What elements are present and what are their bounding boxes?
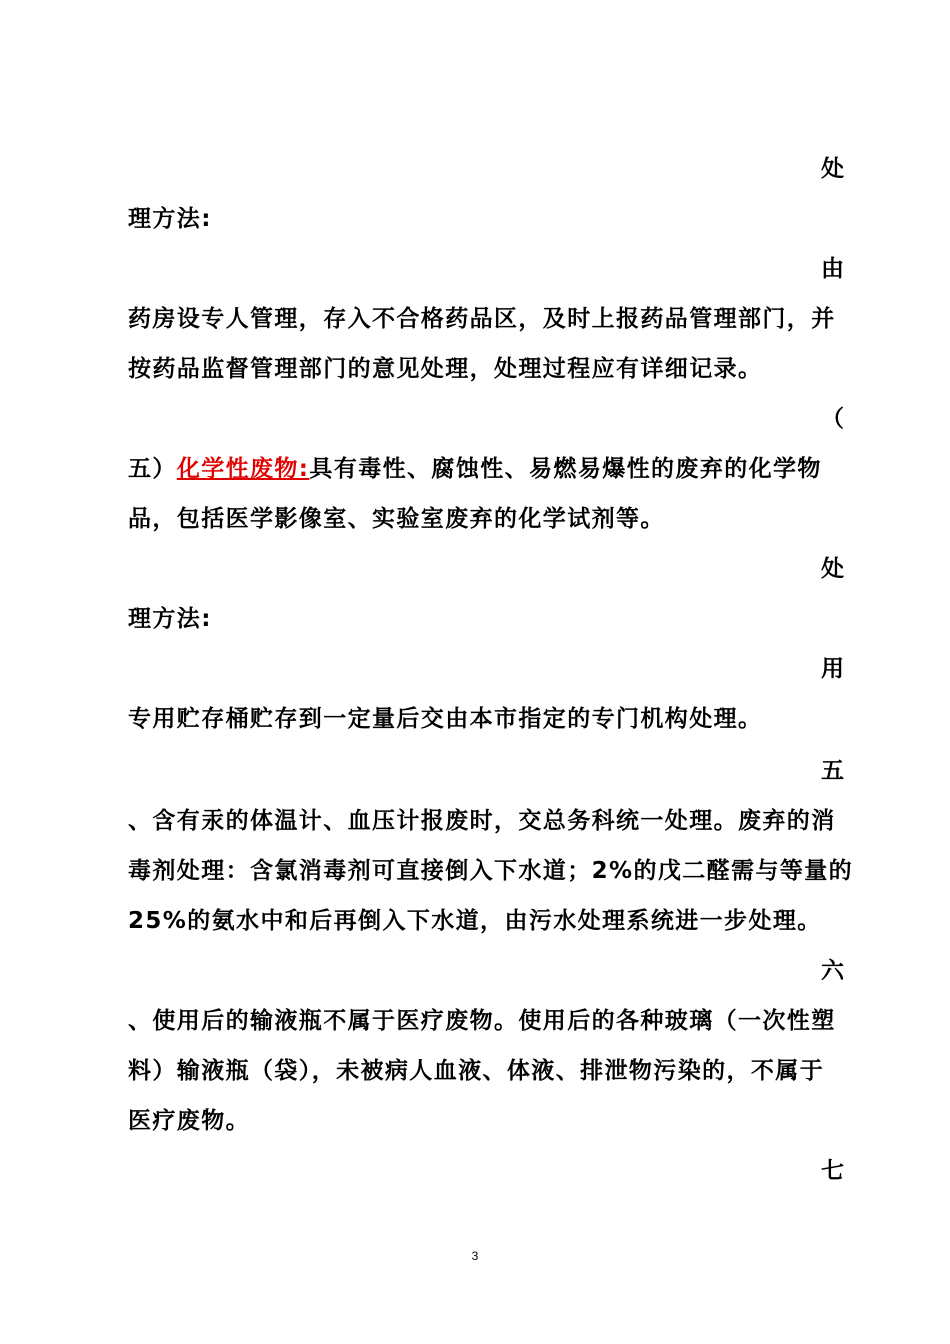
text-line: 理方法:: [128, 206, 212, 232]
text-line: 、使用后的输液瓶不属于医疗废物。使用后的各种玻璃（一次性塑: [128, 1008, 836, 1034]
text-line: 料）输液瓶（袋），未被病人血液、体液、排泄物污染的，不属于: [128, 1058, 825, 1084]
text-line: 专用贮存桶贮存到一定量后交由本市指定的专门机构处理。: [128, 706, 763, 732]
text-line: 按药品监督管理部门的意见处理，处理过程应有详细记录。: [128, 356, 763, 382]
text-line: 理方法:: [128, 606, 212, 632]
highlighted-term: 化学性废物:: [176, 456, 310, 482]
text-line: 品，包括医学影像室、实验室废弃的化学试剂等。: [128, 506, 665, 532]
text-line: [128, 454, 832, 484]
text-line: 医疗废物。: [128, 1108, 250, 1134]
text-line: 用: [821, 656, 844, 682]
text-line: 处: [821, 156, 844, 182]
text-line: 六: [821, 958, 844, 984]
page-number: 3: [471, 1249, 479, 1263]
text-line: （: [821, 406, 844, 432]
text-line: 、含有汞的体温计、血压计报废时，交总务科统一处理。废弃的消: [128, 808, 836, 834]
text-line: 25%的氨水中和后再倒入下水道，由污水处理系统进一步处理。: [128, 908, 822, 934]
text-line: 处: [821, 556, 844, 582]
section-number: 五）: [128, 456, 177, 482]
text-segment: 具有毒性、腐蚀性、易燃易爆性的废弃的化学物: [309, 456, 822, 482]
text-line: 七: [821, 1158, 844, 1184]
text-line: 药房设专人管理，存入不合格药品区，及时上报药品管理部门，并: [128, 306, 836, 332]
text-line: 五: [821, 758, 844, 784]
text-line: 由: [821, 256, 844, 282]
text-line: 毒剂处理：含氯消毒剂可直接倒入下水道；2%的戊二醛需与等量的: [128, 858, 854, 884]
